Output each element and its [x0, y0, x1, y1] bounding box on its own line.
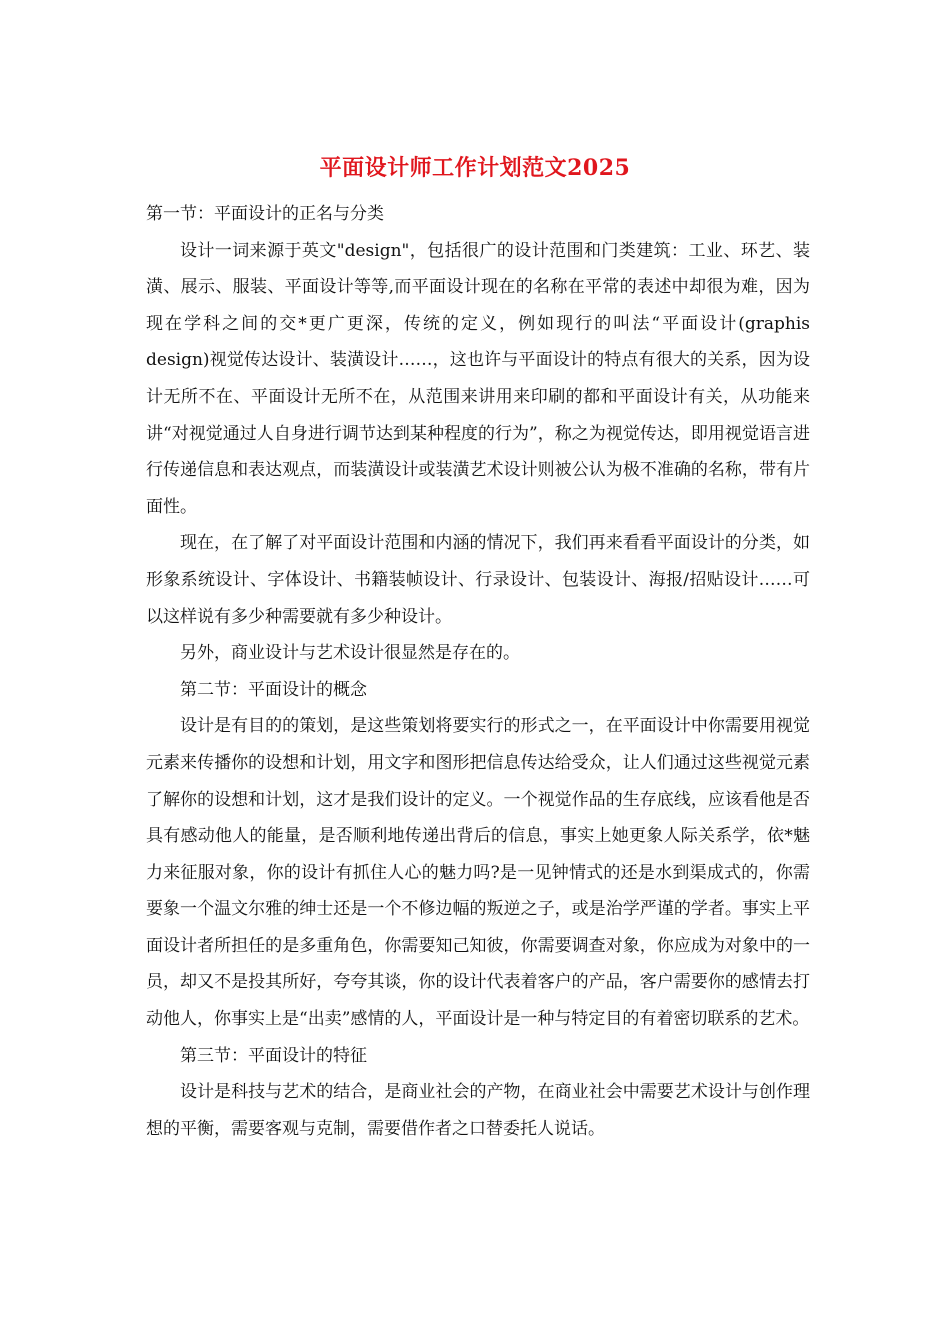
body-paragraph: 设计是科技与艺术的结合，是商业社会的产物，在商业社会中需要艺术设计与创作理想的平衡，需要客观与克制，需要借作者之口替委托人说话。 — [146, 1082, 810, 1139]
body-paragraph: 设计一词来源于英文"design"，包括很广的设计范围和门类建筑：工业、环艺、装潢、展示、服装、平面设计等等,而平面设计现在的名称在平常的表述中却很为难，因为现在学科之间的交*更广更深，传统的定义，例如现行的叫法“平面设计(graphis design)视觉传达设计、装潢设计……，这也许与平面设计的特点有很大的关系，因为设计无所不在、平面设计无所不在，从范围来讲用来印刷的都和平面设计有关，从功能来讲“对视觉通过人自身进行调节达到某种程度的行为”，称之为视觉传达，即用视觉语言进行传递信息和表达观点，而装潢设计或装潢艺术设计则被公认为极不准确的名称，带有片面性。 — [146, 240, 810, 517]
section-heading-1: 第一节：平面设计的正名与分类 — [146, 204, 384, 224]
document-body — [146, 196, 810, 1147]
body-paragraph: 设计是有目的的策划，是这些策划将要实行的形式之一，在平面设计中你需要用视觉元素来传播你的设想和计划，用文字和图形把信息传达给受众，让人们通过这些视觉元素了解你的设想和计划，这才是我们设计的定义。一个视觉作品的生存底线，应该看他是否具有感动他人的能量，是否顺利地传递出背后的信息，事实上她更象人际关系学，依*魅力来征服对象，你的设计有抓住人心的魅力吗?是一见钟情式的还是水到渠成式的，你需要象一个温文尔雅的绅士还是一个不修边幅的叛逆之子，或是治学严谨的学者。事实上平面设计者所担任的是多重角色，你需要知己知彼，你需要调查对象，你应成为对象中的一员，却又不是投其所好，夸夸其谈，你的设计代表着客户的产品，客户需要你的感情去打动他人，你事实上是“出卖”感情的人，平面设计是一种与特定目的有着密切联系的艺术。 — [146, 716, 810, 1030]
body-paragraph: 现在，在了解了对平面设计范围和内涵的情况下，我们再来看看平面设计的分类，如形象系统设计、字体设计、书籍装帧设计、行录设计、包装设计、海报/招贴设计……可以这样说有多少种需要就有多少种设计。 — [146, 533, 810, 627]
body-paragraph: 另外，商业设计与艺术设计很显然是存在的。 — [180, 643, 520, 664]
section-heading-3: 第三节：平面设计的特征 — [180, 1045, 367, 1066]
section-heading-2: 第二节：平面设计的概念 — [180, 679, 367, 700]
document-title: 平面设计师工作计划范文2025 — [319, 155, 631, 181]
